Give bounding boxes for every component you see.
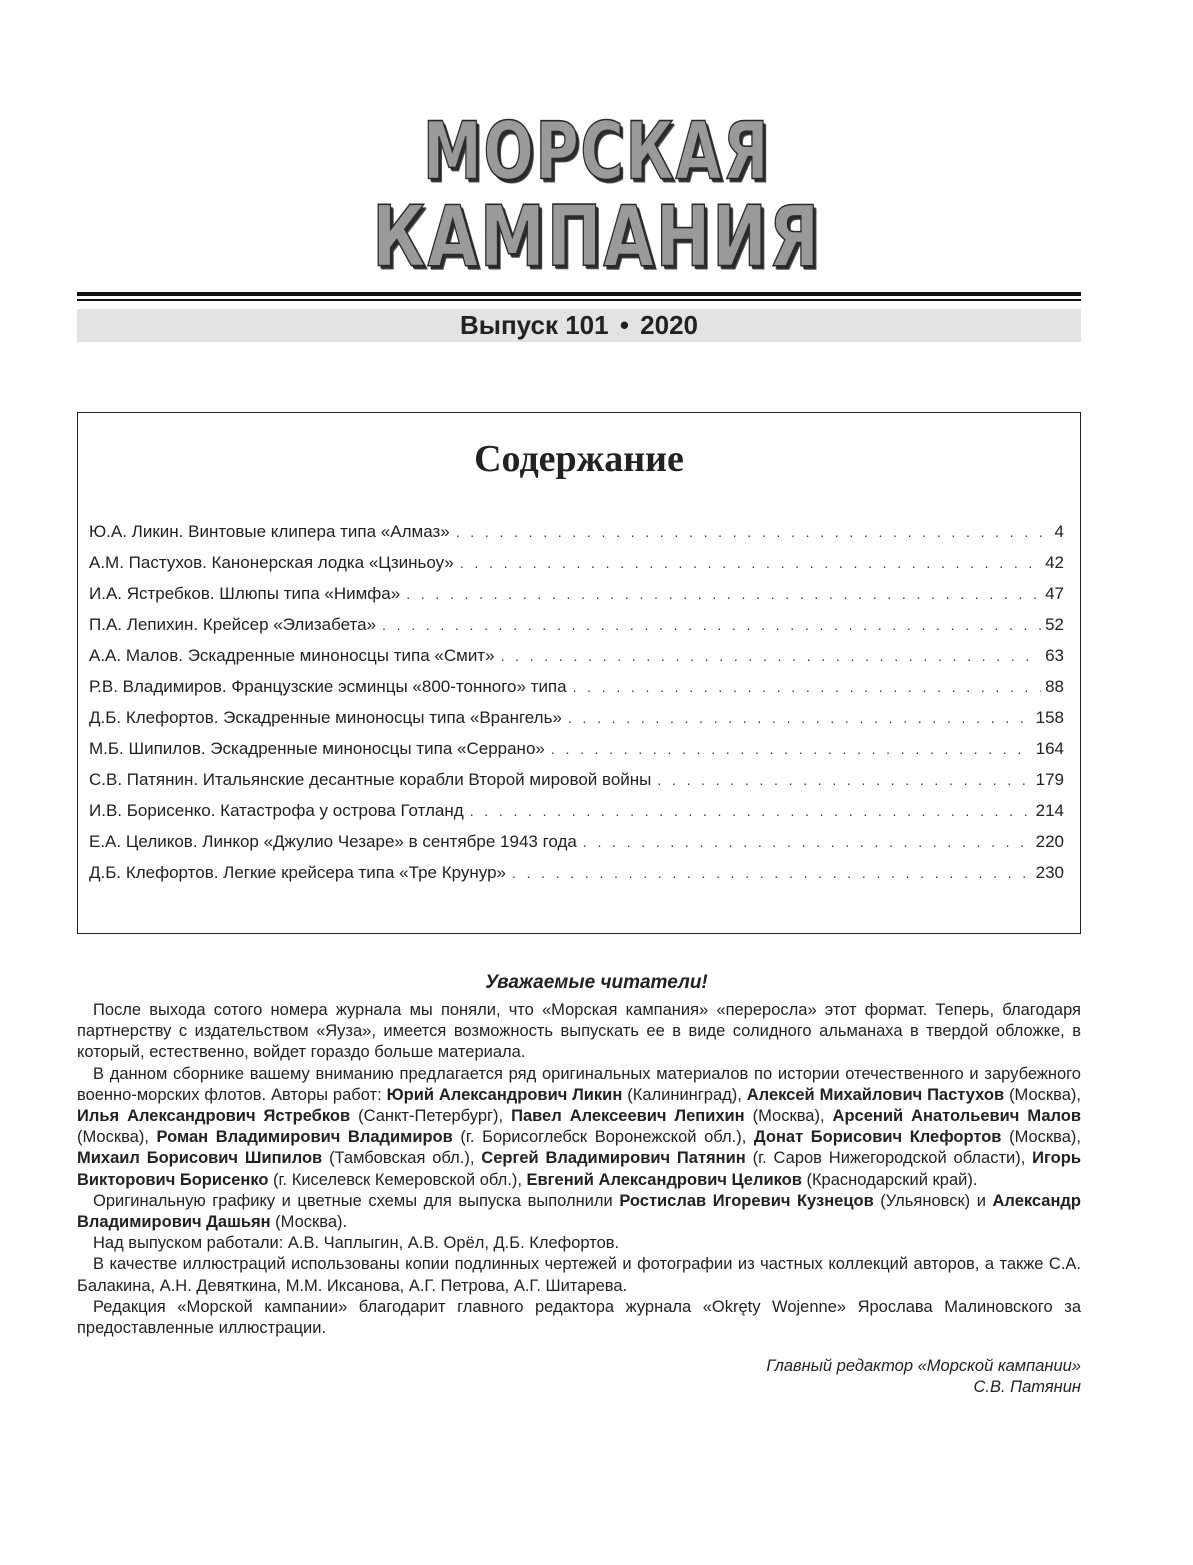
toc-entry-text: А.А. Малов. Эскадренные миноносцы типа «Смит» (89, 646, 495, 665)
toc-entry-page: 63 (1045, 646, 1064, 665)
toc-entry-text: И.В. Борисенко. Катастрофа у острова Готланд (89, 801, 464, 820)
toc-entry (89, 615, 1064, 646)
toc-leader-dots (657, 772, 1031, 788)
signature-role: Главный редактор «Морской кампании» (766, 1357, 1081, 1375)
toc-entry (89, 677, 1064, 708)
author-name: Донат Борисович Клефортов (753, 1128, 1002, 1147)
masthead-logo (0, 103, 1193, 286)
toc-entry-page: 179 (1035, 770, 1064, 789)
toc-entry-text: Е.А. Целиков. Линкор «Джулио Чезаре» в сентябре 1943 года (89, 832, 577, 851)
toc-entry (89, 522, 1064, 553)
author-place: (Калининград), (622, 1085, 747, 1104)
author-place: (г. Саров Нижегородской области), (745, 1149, 1033, 1168)
toc-leader-dots (512, 865, 1032, 881)
author-place: (г. Киселевск Кемеровской обл.), (268, 1170, 527, 1189)
header-rule-thin (77, 299, 1081, 301)
author-name: Илья Александрович Ястребков (77, 1107, 351, 1126)
editorial-paragraph-1: После выхода сотого номера журнала мы поняли, что «Морская кампания» «переросла» этот формат. Теперь, благодаря партнерству с издательством «Яуза», имеется возможность выпускать ее в виде солидного альманаха в твердой обложке, в который, естественно, войдет гораздо больше материала. (77, 1001, 1081, 1062)
author-name: Евгений Александрович Целиков (526, 1170, 802, 1189)
graphics-intro: Оригинальную графику и цветные схемы для выпуска выполнили (93, 1191, 620, 1210)
author-name: Михаил Борисович Шипилов (77, 1149, 323, 1168)
author-name: Павел Алексеевич Лепихин (511, 1107, 745, 1126)
toc-entry-text: Д.Б. Клефортов. Легкие крейсера типа «Тре Крунур» (89, 863, 506, 882)
toc-entry-page: 42 (1045, 553, 1064, 572)
masthead-line-2: КАМПАНИЯ (372, 187, 821, 286)
toc-leader-dots (568, 710, 1032, 726)
toc-entry-text: Д.Б. Клефортов. Эскадренные миноносцы типа «Врангель» (89, 708, 562, 727)
toc-entry-text: С.В. Патянин. Итальянские десантные корабли Второй мировой войны (89, 770, 652, 789)
toc-entry-page: 220 (1035, 832, 1064, 851)
toc-entry (89, 646, 1064, 677)
author-place: (Москва), (77, 1128, 157, 1147)
signature-block (600, 1356, 1081, 1398)
authors-intro: В данном сборнике вашему вниманию предлагается ряд оригинальных материалов по истории отечественного и зарубежного военно-морских флотов. Авторы работ: (77, 1064, 1081, 1104)
toc-entry (89, 770, 1064, 801)
editorial-paragraph-5: В качестве иллюстраций использованы копии подлинных чертежей и фотографии из частных коллекций авторов, а также С.А. Балакина, А.Н. Девяткина, М.М. Иксанова, А.Г. Петрова, А.Г. Шитарева. (77, 1255, 1081, 1295)
author-place: (г. Борисоглебск Воронежской обл.), (452, 1128, 754, 1147)
toc-entry-page: 52 (1045, 615, 1064, 634)
toc-entry-page: 164 (1035, 739, 1064, 758)
toc-entry (89, 553, 1064, 584)
toc-leader-dots (456, 524, 1051, 540)
toc-entry (89, 801, 1064, 832)
editorial-paragraph-6: Редакция «Морской кампании» благодарит главного редактора журнала «Okręty Wojenne» Ярослава Малиновского за предоставленные иллюстрации. (77, 1297, 1081, 1338)
editorial-paragraph-3 (77, 1191, 1081, 1233)
toc-entry (89, 832, 1064, 863)
issue-label: Выпуск 101 (460, 310, 609, 340)
toc-entry (89, 863, 1064, 894)
toc-entry (89, 584, 1064, 615)
toc-leader-dots (501, 648, 1042, 664)
toc-entry-text: И.А. Ястребков. Шлюпы типа «Нимфа» (89, 584, 401, 603)
toc-list (89, 522, 1064, 894)
artist-place: (Ульяновск) и (873, 1191, 993, 1210)
issue-bar (77, 309, 1081, 342)
author-name: Сергей Владимирович Патянин (481, 1149, 746, 1168)
toc-entry-page: 88 (1045, 677, 1064, 696)
author-name: Роман Владимирович Владимиров (156, 1128, 453, 1147)
issue-year: 2020 (640, 310, 698, 340)
toc-leader-dots (551, 741, 1032, 757)
author-place: (Краснодарский край). (801, 1170, 978, 1189)
artist-name: Ростислав Игоревич Кузнецов (619, 1191, 874, 1210)
author-name: Игорь Викторович Борисенко (77, 1149, 1081, 1189)
masthead-line-1: МОРСКАЯ (422, 103, 771, 198)
toc-entry-page: 230 (1035, 863, 1064, 882)
toc-entry-page: 158 (1035, 708, 1064, 727)
header-rule-thick (77, 292, 1081, 296)
toc-entry-text: М.Б. Шипилов. Эскадренные миноносцы типа «Серрано» (89, 739, 545, 758)
toc-leader-dots (406, 586, 1041, 602)
toc-entry-text: П.А. Лепихин. Крейсер «Элизабета» (89, 615, 377, 634)
artist-place: (Москва). (270, 1213, 348, 1232)
toc-entry-page: 47 (1045, 584, 1064, 603)
editorial-paragraph-4: Над выпуском работали: А.В. Чаплыгин, А.В. Орёл, Д.Б. Клефортов. (93, 1234, 620, 1253)
author-place: (Тамбовская обл.), (322, 1149, 482, 1168)
toc-title: Содержание (474, 438, 684, 480)
toc-leader-dots (573, 679, 1041, 695)
signature-name: С.В. Патянин (973, 1378, 1081, 1397)
author-place: (Санкт-Петербург), (350, 1107, 512, 1126)
editorial-body (77, 1000, 1081, 1339)
artist-name: Александр Владимирович Дашьян (77, 1191, 1081, 1232)
toc-entry-text: А.М. Пастухов. Канонерская лодка «Цзиньоу» (89, 553, 454, 572)
issue-separator: • (619, 310, 629, 340)
editorial-title: Уважаемые читатели! (485, 972, 708, 993)
author-place: (Москва), (1001, 1128, 1081, 1147)
toc-leader-dots (460, 555, 1041, 571)
author-place: (Москва), (744, 1107, 833, 1126)
toc-entry-page: 214 (1035, 801, 1064, 820)
table-of-contents (77, 412, 1081, 934)
author-place: (Москва), (1004, 1085, 1081, 1104)
editorial-paragraph-2 (77, 1064, 1081, 1191)
author-name: Юрий Александрович Ликин (386, 1085, 623, 1104)
toc-entry-text: Ю.А. Ликин. Винтовые клипера типа «Алмаз» (89, 522, 450, 541)
toc-entry-page: 4 (1054, 522, 1064, 541)
author-name: Алексей Михайлович Пастухов (746, 1085, 1005, 1104)
toc-leader-dots (470, 803, 1032, 819)
toc-leader-dots (382, 617, 1041, 633)
toc-entry-text: Р.В. Владимиров. Французские эсминцы «800-тонного» типа (89, 677, 567, 696)
toc-leader-dots (583, 834, 1032, 850)
author-name: Арсений Анатольевич Малов (832, 1107, 1081, 1126)
toc-entry (89, 708, 1064, 739)
toc-entry (89, 739, 1064, 770)
